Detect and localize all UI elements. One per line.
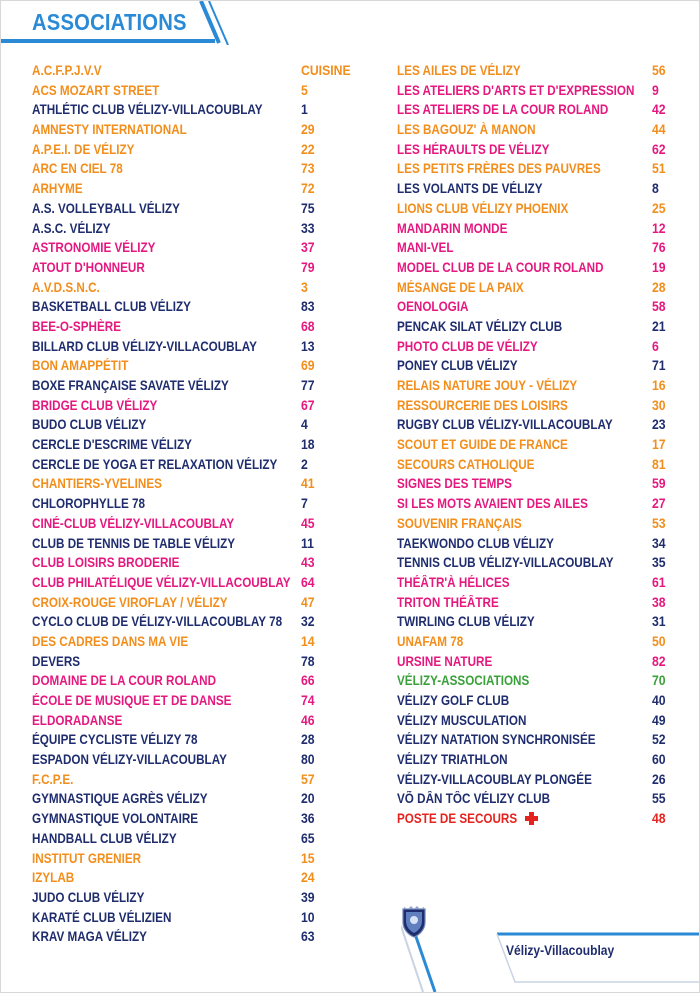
associations-left-column (32, 61, 352, 947)
association-number: 60 (652, 752, 666, 768)
list-item (32, 120, 352, 140)
footer-city-name: Vélizy-Villacoublay (506, 942, 615, 958)
association-name: VÕ DÂN TÔC VÉLIZY CLUB (397, 791, 551, 807)
association-number: 34 (652, 535, 666, 551)
association-number: 50 (652, 633, 666, 649)
association-number: 9 (652, 82, 659, 98)
association-name: OENOLOGIA (397, 299, 469, 315)
association-number: 18 (301, 437, 315, 453)
association-number: 61 (652, 574, 666, 590)
association-number: 76 (652, 240, 666, 256)
list-item (32, 671, 352, 691)
association-number: 15 (301, 850, 315, 866)
association-number: 49 (652, 712, 666, 728)
association-number: 69 (301, 358, 315, 374)
association-name: BON AMAPPÉTIT (32, 358, 129, 374)
association-name: LIONS CLUB VÉLIZY PHOENIX (397, 200, 569, 216)
association-name: CROIX-ROUGE VIROFLAY / VÉLIZY (32, 594, 228, 610)
list-item (32, 219, 352, 239)
association-number: 52 (652, 732, 666, 748)
association-number: 48 (652, 811, 666, 827)
association-name: DEVERS (32, 653, 81, 669)
list-item (397, 376, 672, 396)
association-name: GYMNASTIQUE AGRÈS VÉLIZY (32, 791, 208, 807)
association-number: 22 (301, 141, 315, 157)
association-name: F.C.P.E. (32, 771, 74, 787)
association-number: 29 (301, 122, 315, 138)
association-name: ELDORADANSE (32, 712, 123, 728)
list-item (32, 711, 352, 731)
list-item (32, 199, 352, 219)
association-number: 55 (652, 791, 666, 807)
list-item (32, 868, 352, 888)
association-number: 21 (652, 318, 666, 334)
association-number: 17 (652, 437, 666, 453)
association-name: IZYLAB (32, 870, 75, 886)
association-name: LES ATELIERS D'ARTS ET D'EXPRESSION (397, 82, 635, 98)
list-item (397, 219, 672, 239)
association-number: 62 (652, 141, 666, 157)
association-number: 71 (652, 358, 666, 374)
association-number: 79 (301, 259, 315, 275)
red-cross-icon (525, 812, 538, 825)
list-item (32, 534, 352, 554)
list-item (32, 258, 352, 278)
list-item (397, 455, 672, 475)
list-item (397, 514, 672, 534)
association-number: 72 (301, 181, 315, 197)
association-number: 67 (301, 397, 315, 413)
association-name: RESSOURCERIE DES LOISIRS (397, 397, 568, 413)
list-item (397, 730, 672, 750)
association-number: 14 (301, 633, 315, 649)
list-item (397, 297, 672, 317)
association-number: 57 (301, 771, 315, 787)
list-item (397, 671, 672, 691)
association-name: SOUVENIR FRANÇAIS (397, 515, 522, 531)
association-name: MANI-VEL (397, 240, 454, 256)
list-item (32, 317, 352, 337)
association-name: TAEKWONDO CLUB VÉLIZY (397, 535, 554, 551)
list-item (32, 474, 352, 494)
association-number: 20 (301, 791, 315, 807)
association-name: BRIDGE CLUB VÉLIZY (32, 397, 158, 413)
association-name: A.S.C. VÉLIZY (32, 220, 111, 236)
association-name: TWIRLING CLUB VÉLIZY (397, 614, 535, 630)
association-name: CERCLE DE YOGA ET RELAXATION VÉLIZY (32, 456, 278, 472)
association-name: VÉLIZY TRIATHLON (397, 752, 508, 768)
association-number: 28 (652, 279, 666, 295)
association-name: CLUB LOISIRS BRODERIE (32, 555, 180, 571)
list-item (397, 494, 672, 514)
list-item (32, 415, 352, 435)
association-number: 47 (301, 594, 315, 610)
association-name: ESPADON VÉLIZY-VILLACOUBLAY (32, 752, 227, 768)
list-item (397, 415, 672, 435)
city-crest-icon (401, 906, 427, 938)
association-name: VÉLIZY GOLF CLUB (397, 693, 510, 708)
association-name: SECOURS CATHOLIQUE (397, 456, 535, 472)
association-number: 37 (301, 240, 315, 256)
association-number: 58 (652, 299, 666, 315)
list-item (32, 730, 352, 750)
list-item (397, 632, 672, 652)
association-name: ATHLÉTIC CLUB VÉLIZY-VILLACOUBLAY (32, 102, 263, 118)
association-name: SI LES MOTS AVAIENT DES AILES (397, 496, 588, 512)
association-number: 19 (652, 259, 666, 275)
list-item (397, 593, 672, 613)
association-name: HANDBALL CLUB VÉLIZY (32, 830, 177, 846)
list-item (32, 81, 352, 101)
association-name: DOMAINE DE LA COUR ROLAND (32, 673, 217, 689)
association-name: CLUB PHILATÉLIQUE VÉLIZY-VILLACOUBLAY (32, 574, 291, 590)
list-item (397, 553, 672, 573)
association-number: 24 (301, 870, 315, 886)
association-name: ASTRONOMIE VÉLIZY (32, 240, 156, 256)
association-name: KARATÉ CLUB VÉLIZIEN (32, 909, 172, 925)
list-item (397, 337, 672, 357)
list-item (397, 179, 672, 199)
list-item (397, 770, 672, 790)
association-name: LES BAGOUZ' À MANON (397, 122, 536, 138)
association-name: BOXE FRANÇAISE SAVATE VÉLIZY (32, 378, 229, 393)
association-number: 73 (301, 161, 315, 177)
list-item (32, 396, 352, 416)
header-banner (1, 1, 233, 45)
association-name: A.S. VOLLEYBALL VÉLIZY (32, 200, 180, 216)
association-name: LES ATELIERS DE LA COUR ROLAND (397, 102, 609, 118)
list-item (397, 278, 672, 298)
association-name: CYCLO CLUB DE VÉLIZY-VILLACOUBLAY 78 (32, 614, 283, 630)
association-name: INSTITUT GRENIER (32, 850, 142, 866)
association-number: 33 (301, 220, 315, 236)
association-name: DES CADRES DANS MA VIE (32, 633, 189, 649)
association-number: 26 (652, 771, 666, 787)
association-name: ATOUT D'HONNEUR (32, 259, 145, 275)
association-number: 64 (301, 574, 315, 590)
list-item (397, 61, 672, 81)
association-name: A.P.E.I. DE VÉLIZY (32, 141, 135, 157)
list-item (397, 81, 672, 101)
association-number: 3 (301, 279, 308, 295)
association-name: THÉÂTR'À HÉLICES (397, 574, 510, 590)
list-item (32, 750, 352, 770)
association-name: TENNIS CLUB VÉLIZY-VILLACOUBLAY (397, 555, 614, 571)
association-name: MÉSANGE DE LA PAIX (397, 279, 524, 295)
association-number: 80 (301, 752, 315, 768)
association-number: 43 (301, 555, 315, 571)
list-item (397, 750, 672, 770)
association-number: 25 (652, 200, 666, 216)
list-item (397, 159, 672, 179)
association-number: 30 (652, 397, 666, 413)
list-item (32, 770, 352, 790)
association-number: 36 (301, 811, 315, 827)
association-number: 56 (652, 63, 666, 78)
association-name: RELAIS NATURE JOUY - VÉLIZY (397, 378, 578, 393)
association-number: 5 (301, 82, 308, 98)
association-name: ARHYME (32, 181, 83, 197)
association-name: POSTE DE SECOURS (397, 811, 518, 827)
association-number: 65 (301, 830, 315, 846)
association-name: JUDO CLUB VÉLIZY (32, 889, 145, 905)
list-item (32, 179, 352, 199)
association-number: 16 (652, 378, 666, 393)
association-number: 7 (301, 496, 308, 512)
list-item (32, 356, 352, 376)
association-number: 51 (652, 161, 666, 177)
association-name: BILLARD CLUB VÉLIZY-VILLACOUBLAY (32, 338, 257, 354)
association-number: 2 (301, 456, 308, 472)
association-name: VÉLIZY-VILLACOUBLAY PLONGÉE (397, 771, 592, 787)
association-name: PENCAK SILAT VÉLIZY CLUB (397, 318, 563, 334)
association-number: 77 (301, 378, 315, 393)
association-name: VÉLIZY-ASSOCIATIONS (397, 673, 530, 689)
association-number: 4 (301, 417, 308, 433)
association-name: LES HÉRAULTS DE VÉLIZY (397, 141, 550, 157)
association-name: CHANTIERS-YVELINES (32, 476, 162, 492)
list-item (32, 927, 352, 947)
list-item (397, 809, 672, 829)
association-number: 23 (652, 417, 666, 433)
list-item (32, 652, 352, 672)
list-item (397, 789, 672, 809)
association-name: ÉCOLE DE MUSIQUE ET DE DANSE (32, 693, 232, 708)
association-name: UNAFAM 78 (397, 633, 464, 649)
association-number: 83 (301, 299, 315, 315)
list-item (397, 100, 672, 120)
association-name: ÉQUIPE CYCLISTE VÉLIZY 78 (32, 732, 198, 748)
association-name: BEE-O-SPHÈRE (32, 318, 121, 334)
list-item (397, 356, 672, 376)
association-number: 41 (301, 476, 315, 492)
list-item (32, 908, 352, 928)
list-item (397, 435, 672, 455)
association-number: 10 (301, 909, 315, 925)
association-number: 82 (652, 653, 666, 669)
association-name: RUGBY CLUB VÉLIZY-VILLACOUBLAY (397, 417, 613, 433)
list-item (397, 396, 672, 416)
association-number: CUISINE (301, 63, 351, 78)
association-number: 78 (301, 653, 315, 669)
association-number: 31 (652, 614, 666, 630)
list-item (397, 238, 672, 258)
association-name: MODEL CLUB DE LA COUR ROLAND (397, 259, 604, 275)
association-name: PONEY CLUB VÉLIZY (397, 358, 518, 374)
association-name: BUDO CLUB VÉLIZY (32, 417, 147, 433)
list-item (32, 337, 352, 357)
association-name: GYMNASTIQUE VOLONTAIRE (32, 811, 199, 827)
association-number: 59 (652, 476, 666, 492)
list-item (32, 100, 352, 120)
association-name: ARC EN CIEL 78 (32, 161, 123, 177)
list-item (32, 809, 352, 829)
association-name: LES AILES DE VÉLIZY (397, 63, 521, 78)
list-item (32, 573, 352, 593)
association-name: MANDARIN MONDE (397, 220, 508, 236)
association-name: ACS MOZART STREET (32, 82, 160, 98)
list-item (32, 849, 352, 869)
association-number: 42 (652, 102, 666, 118)
list-item (397, 612, 672, 632)
association-name: CLUB DE TENNIS DE TABLE VÉLIZY (32, 535, 236, 551)
associations-right-column (397, 61, 672, 829)
association-name: BASKETBALL CLUB VÉLIZY (32, 299, 191, 315)
association-number: 13 (301, 338, 315, 354)
association-name: TRITON THÉÂTRE (397, 594, 499, 610)
list-item (32, 376, 352, 396)
list-item (397, 140, 672, 160)
association-number: 81 (652, 456, 666, 472)
association-number: 6 (652, 338, 659, 354)
association-name: CINÉ-CLUB VÉLIZY-VILLACOUBLAY (32, 515, 235, 531)
association-number: 11 (301, 535, 314, 551)
association-name: SIGNES DES TEMPS (397, 476, 512, 492)
association-name: VÉLIZY NATATION SYNCHRONISÉE (397, 732, 596, 748)
association-name: URSINE NATURE (397, 653, 493, 669)
list-item (397, 691, 672, 711)
list-item (32, 238, 352, 258)
association-name: VÉLIZY MUSCULATION (397, 712, 527, 728)
list-item (32, 494, 352, 514)
list-item (32, 159, 352, 179)
footer-banner (401, 906, 699, 992)
association-name: PHOTO CLUB DE VÉLIZY (397, 338, 538, 354)
association-number: 40 (652, 693, 666, 708)
association-number: 66 (301, 673, 315, 689)
association-name: SCOUT ET GUIDE DE FRANCE (397, 437, 568, 453)
list-item (32, 435, 352, 455)
association-number: 44 (652, 122, 666, 138)
list-item (397, 199, 672, 219)
association-number: 35 (652, 555, 666, 571)
list-item (397, 652, 672, 672)
association-number: 28 (301, 732, 315, 748)
association-number: 68 (301, 318, 315, 334)
list-item (32, 278, 352, 298)
list-item (32, 691, 352, 711)
association-number: 1 (301, 102, 308, 118)
association-number: 45 (301, 515, 315, 531)
association-number: 32 (301, 614, 315, 630)
association-name: CHLOROPHYLLE 78 (32, 496, 146, 512)
list-item (397, 534, 672, 554)
association-name: LES VOLANTS DE VÉLIZY (397, 181, 543, 197)
list-item (397, 573, 672, 593)
list-item (397, 474, 672, 494)
list-item (32, 612, 352, 632)
association-name: KRAV MAGA VÉLIZY (32, 929, 147, 945)
association-number: 12 (652, 220, 666, 236)
list-item (32, 829, 352, 849)
association-number: 38 (652, 594, 666, 610)
list-item (397, 258, 672, 278)
association-number: 75 (301, 200, 315, 216)
list-item (397, 317, 672, 337)
list-item (32, 61, 352, 81)
list-item (397, 711, 672, 731)
association-name: CERCLE D'ESCRIME VÉLIZY (32, 437, 192, 453)
association-number: 8 (652, 181, 659, 197)
association-number: 39 (301, 889, 315, 905)
association-name: A.C.F.P.J.V.V (32, 63, 102, 78)
page-title: ASSOCIATIONS (32, 9, 187, 35)
list-item (32, 455, 352, 475)
list-item (32, 789, 352, 809)
association-number: 70 (652, 673, 666, 689)
association-number: 74 (301, 693, 315, 708)
list-item (397, 120, 672, 140)
list-item (32, 514, 352, 534)
association-number: 63 (301, 929, 315, 945)
association-name: A.V.D.S.N.C. (32, 279, 100, 295)
association-number: 46 (301, 712, 315, 728)
list-item (32, 593, 352, 613)
list-item (32, 297, 352, 317)
association-name: AMNESTY INTERNATIONAL (32, 122, 187, 138)
association-name: LES PETITS FRÈRES DES PAUVRES (397, 161, 601, 177)
list-item (32, 632, 352, 652)
list-item (32, 553, 352, 573)
association-number: 53 (652, 515, 666, 531)
list-item (32, 888, 352, 908)
association-number: 27 (652, 496, 666, 512)
list-item (32, 140, 352, 160)
